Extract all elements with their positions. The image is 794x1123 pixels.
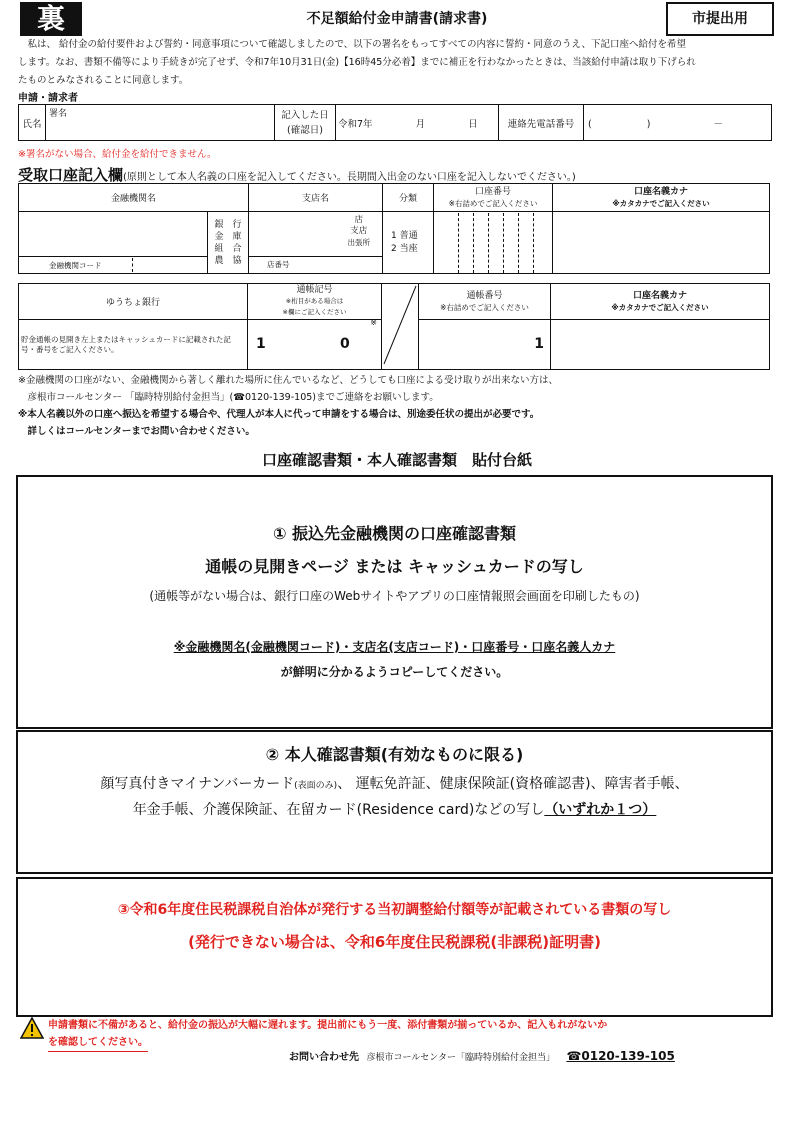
- date-field[interactable]: [336, 105, 499, 141]
- consent-line: 私は、 給付金の給付要件および誓約・同意事項について確認しましたので、以下の署名をもってすべての内容に誓約・同意のうえ、下記口座へ給付を希望: [18, 39, 687, 50]
- attachment-box-account-docs: [16, 475, 773, 729]
- col-type: 分類: [383, 184, 434, 212]
- day-label: 日: [468, 118, 478, 130]
- bank-account-table: [18, 183, 770, 274]
- contact-phone[interactable]: ☎0120-139-105: [566, 1049, 675, 1063]
- account-type-option: 2 当座: [391, 243, 418, 254]
- diagonal-slash: [382, 285, 418, 365]
- consent-text: [18, 36, 776, 90]
- yucho-number-last-digit: 1: [534, 336, 544, 352]
- box2-line1: [18, 773, 771, 793]
- box3-line1: ③令和6年度住民税課税自治体が発行する当初調整給付額等が記載されている書類の写し: [117, 902, 672, 918]
- yucho-instruction: 貯金通帳の見開き左上またはキャッシュカードに記載された記号・番号をご記入ください。: [19, 320, 248, 370]
- signature-field[interactable]: [46, 105, 275, 141]
- account-notes: [18, 372, 778, 440]
- box1-paren: (通帳等がない場合は、銀行口座のWebサイトやアプリの口座情報照会画面を印刷したもの): [149, 589, 640, 603]
- signature-warning: ※署名がない場合、給付金を給付できません。: [18, 149, 217, 160]
- submit-to-label: 市提出用: [666, 2, 774, 36]
- yucho-number-field[interactable]: [419, 320, 551, 370]
- account-section-header: [18, 164, 576, 185]
- col-branch-name: 支店名: [249, 184, 383, 212]
- account-number-field[interactable]: [434, 212, 553, 274]
- yucho-number-label: 通帳番号: [466, 290, 503, 301]
- yucho-symbol-field[interactable]: [248, 320, 382, 370]
- branch-type: 店: [354, 215, 363, 225]
- yucho-bank-name: ゆうちょ銀行: [19, 284, 248, 320]
- consent-line: たものとみなされることに同意します。: [18, 75, 189, 86]
- box2-line1-text: 、 運転免許証、健康保険証(資格確認書)、障害者手帳、: [337, 776, 689, 792]
- phone-dash: －: [713, 118, 724, 130]
- branch-type-list: [348, 215, 371, 248]
- yucho-symbol-label: 通帳記号: [296, 285, 333, 295]
- yucho-symbol-digit-1: 1: [256, 336, 266, 352]
- signature-label: 署名: [49, 109, 68, 119]
- bank-code-row: [19, 256, 207, 273]
- col-bank-name: 金融機関名: [19, 184, 249, 212]
- applicant-table: [18, 104, 772, 141]
- name-label: 氏名: [19, 105, 46, 141]
- yucho-divider: [382, 284, 419, 370]
- box2-line1-text: 顔写真付きマイナンバーカード: [100, 776, 295, 792]
- col-account-number-label: 口座番号: [474, 186, 511, 197]
- box1-copy-instruction: が鮮明に分かるようコピーしてください。: [280, 665, 509, 679]
- branch-no-row[interactable]: [249, 256, 382, 273]
- yucho-account-table: [18, 283, 770, 370]
- footer-warning-line: を確認してください。: [48, 1034, 148, 1052]
- bank-type-list: [208, 212, 249, 274]
- yucho-symbol-note: ※桁目がある場合は: [285, 297, 344, 305]
- applicant-section-label: 申請・請求者: [18, 93, 78, 104]
- box1-subtitle: 通帳の見開きページ または キャッシュカードの写し: [205, 557, 584, 576]
- bank-code-label: 金融機関コード: [49, 260, 102, 270]
- box1-required-items: ※金融機関名(金融機関コード)・支店名(支店コード)・口座番号・口座名義人カナ: [173, 640, 616, 654]
- bank-type: 農 協: [214, 255, 242, 266]
- box1-title: ① 振込先金融機関の口座確認書類: [272, 524, 517, 543]
- col-account-number-note: ※右詰めでご記入ください: [448, 198, 538, 208]
- era-label: 令和7年: [338, 118, 373, 130]
- date-label: [275, 105, 336, 141]
- warning-icon: [20, 1017, 44, 1039]
- branch-type: 支店: [350, 226, 368, 236]
- footer-warning-line: 申請書類に不備があると、給付金の振込が大幅に遅れます。提出前にもう一度、添付書類が揃っているか、記入もれがないか: [48, 1020, 608, 1031]
- attachment-title: 口座確認書類・本人確認書類 貼付台紙: [261, 451, 532, 469]
- note-line: 彦根市コールセンター 「臨時特別給付金担当」(☎0120-139-105)までご連絡をお願いします。: [18, 392, 439, 403]
- box3-line2: (発行できない場合は、令和6年度住民税課税(非課税)証明書): [188, 933, 601, 951]
- yucho-kana-label: 口座名義カナ: [632, 290, 687, 301]
- yucho-kana-header: [551, 284, 770, 320]
- contact-label: お問い合わせ先: [289, 1052, 359, 1063]
- yucho-number-header: [419, 284, 551, 320]
- account-type-options[interactable]: [383, 212, 434, 274]
- note-line: ※本人名義以外の口座へ振込を希望する場合や、代理人が本人に代って申請をする場合は、別途委任状の提出が必要です。: [18, 409, 540, 420]
- bank-type: 組 合: [214, 243, 242, 254]
- phone-paren-open: (: [588, 118, 592, 130]
- consent-line: します。なお、書類不備等により手続きが完了せず、令和7年10月31日(金)【16時45分必着】までに補正を行わなかったときは、当該給付申請は取り下げられ: [18, 57, 696, 68]
- col-account-number: [434, 184, 553, 212]
- box2-line1-small: (表面のみ): [294, 781, 338, 791]
- account-section-note: (原則として本人名義の口座を記入してください。長期間入出金のない口座を記入しないでください。): [123, 172, 576, 183]
- bank-type: 金 庫: [214, 231, 242, 242]
- account-kana-field[interactable]: [553, 212, 770, 274]
- yucho-kana-field[interactable]: [551, 320, 770, 370]
- account-section-title: 受取口座記入欄: [18, 166, 124, 184]
- back-side-badge: 裏: [20, 2, 82, 36]
- box2-title: ② 本人確認書類(有効なものに限る): [265, 745, 524, 764]
- contact-center: 彦根市コールセンター「臨時特別給付金担当」: [366, 1053, 555, 1063]
- col-account-kana-label: 口座名義カナ: [633, 186, 688, 197]
- account-number-boxes: [458, 213, 552, 273]
- phone-paren-close: ): [646, 118, 651, 130]
- yucho-symbol-note: ※欄にご記入ください: [282, 308, 347, 316]
- phone-field[interactable]: [584, 105, 772, 141]
- note-line: 詳しくはコールセンターまでお問い合わせください。: [18, 426, 255, 437]
- branch-no-label: 店番号: [267, 260, 290, 269]
- box2-line2: [18, 799, 771, 819]
- phone-label: 連絡先電話番号: [499, 105, 584, 141]
- footer-warning: [20, 1017, 780, 1052]
- attachment-box-tax-docs: [16, 877, 773, 1017]
- yucho-number-note: ※右詰めでご記入ください: [440, 302, 529, 312]
- col-account-kana: [553, 184, 770, 212]
- branch-type: 出張所: [347, 238, 370, 247]
- box2-line2-text: 年金手帳、介護保険証、在留カード(Residence card)などの写し: [132, 802, 545, 818]
- note-line: ※金融機関の口座がない、金融機関から著しく離れた場所に住んでいるなど、どうしても口座による受け取りが出来ない方は、: [18, 375, 558, 386]
- box2-line2-emphasis: （いずれか１つ）: [544, 802, 657, 818]
- month-label: 月: [415, 118, 426, 130]
- attachment-box-id-docs: [16, 730, 773, 874]
- bank-code-boxes[interactable]: [132, 258, 173, 272]
- yucho-symbol-digit-0: 0: [340, 336, 350, 352]
- col-account-kana-note: ※カタカナでご記入ください: [612, 198, 710, 208]
- account-type-option: 1 普通: [391, 230, 418, 241]
- yucho-symbol-header: [248, 284, 382, 320]
- yucho-symbol-mark: ※: [370, 318, 377, 327]
- yucho-kana-note: ※カタカナでご記入ください: [611, 302, 709, 312]
- date-label-line: (確認日): [287, 124, 323, 136]
- bank-type: 銀 行: [214, 219, 242, 230]
- branch-name-field[interactable]: [249, 212, 383, 274]
- date-label-line: 記入した日: [281, 109, 329, 121]
- contact-info: [289, 1048, 675, 1063]
- bank-name-field[interactable]: [19, 212, 208, 274]
- form-title: 不足額給付金申請書(請求書): [306, 11, 488, 27]
